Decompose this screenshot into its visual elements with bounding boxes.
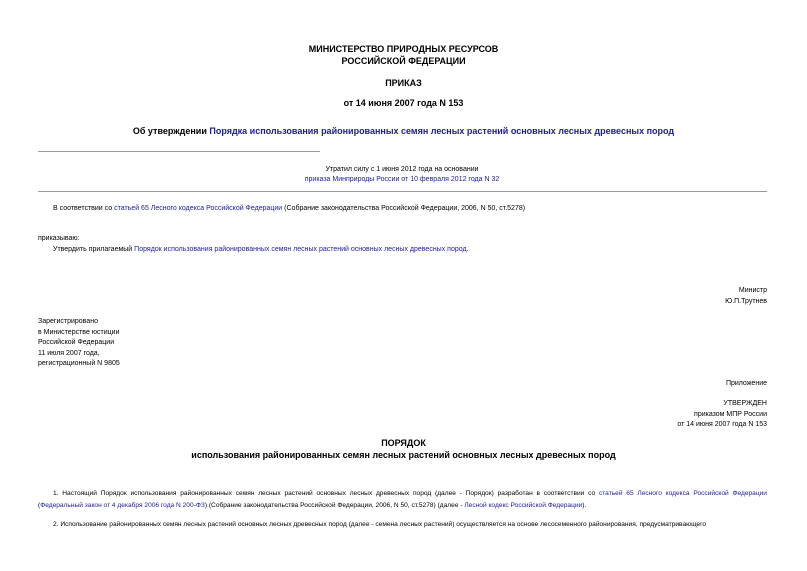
paragraph-1-text: 1. Настоящий Порядок использования районированных семян лесных растений основных лесных древесных пород (далее - Порядок) разработан в соответствии со xyxy=(53,490,599,497)
validity-note-line2 xyxy=(200,174,604,185)
preamble-paragraph xyxy=(53,203,525,214)
preamble-suffix: (Собрание законодательства Российской Федерации, 2006, N 50, ст.5278) xyxy=(282,205,526,212)
approved-label: УТВЕРЖДЕН xyxy=(723,400,767,407)
paragraph-1-text: ( xyxy=(38,502,41,509)
order-label: приказываю: xyxy=(38,235,80,242)
registration-line5: регистрационный N 9805 xyxy=(38,360,120,367)
federal-law-link[interactable]: Федеральный закон от 4 декабря 2006 года N 200-ФЗ xyxy=(40,502,205,509)
forest-code-article-link[interactable]: статьей 65 Лесного кодекса Российской Федерации xyxy=(114,205,283,212)
ministry-name-line2: РОССИЙСКОЙ ФЕДЕРАЦИИ xyxy=(341,56,466,66)
preamble-prefix: В соответствии со xyxy=(53,205,115,212)
validity-note-line1: Утратил силу с 1 июня 2012 года на основании xyxy=(325,166,479,173)
document-title xyxy=(0,126,807,137)
forest-code-link[interactable]: Лесной кодекс Российской Федерации xyxy=(464,502,583,509)
registration-line3: Российской Федерации xyxy=(38,339,115,346)
document-title-prefix: Об утверждении xyxy=(132,126,210,136)
procedure-title: ПОРЯДОК xyxy=(381,438,426,448)
paragraph-1 xyxy=(38,488,767,512)
ministry-name-line1: МИНИСТЕРСТВО ПРИРОДНЫХ РЕСУРСОВ xyxy=(308,44,499,54)
paragraph-2: 2. Использование районированных семян лесных растений основных лесных древесных пород (далее - семена лесных растений) осуществляется на основе лесосеменного районирования, предусматривающего xyxy=(53,521,707,528)
registration-line1: Зарегистрировано xyxy=(38,318,98,325)
order-prefix: Утвердить прилагаемый xyxy=(53,246,135,253)
approved-by-order: приказом МПР России xyxy=(694,411,767,418)
paragraph-1-text: ). xyxy=(582,502,587,509)
divider xyxy=(38,191,767,192)
signature-role: Министр xyxy=(738,287,767,294)
procedure-subtitle: использования районированных семян лесных растений основных лесных древесных пород xyxy=(191,450,616,460)
document-date: от 14 июня 2007 года N 153 xyxy=(343,98,464,108)
registration-line2: в Министерстве юстиции xyxy=(38,329,120,336)
signature-name: Ю.П.Трутнев xyxy=(725,298,767,305)
paragraph-1-text: ) (Собрание законодательства Российской Федерации, 2006, N 50, ст.5278) (далее - xyxy=(204,502,465,509)
registration-line4: 11 июля 2007 года, xyxy=(38,350,100,357)
divider xyxy=(38,151,320,152)
order-paragraph xyxy=(53,244,469,255)
order-suffix: . xyxy=(466,246,469,253)
forest-code-article-link[interactable]: статьей 65 Лесного кодекса Российской Федерации xyxy=(598,490,767,497)
procedure-link[interactable]: Порядок использования районированных семян лесных растений основных лесных древесных пород xyxy=(134,246,467,253)
repeal-order-link[interactable]: приказа Минприроды России от 10 февраля 2012 года N 32 xyxy=(304,176,500,183)
document-title-link[interactable]: Порядка использования районированных семян лесных растений основных лесных древесных пород xyxy=(209,126,675,136)
approved-date: от 14 июня 2007 года N 153 xyxy=(677,421,767,428)
document-type: ПРИКАЗ xyxy=(385,78,422,88)
appendix-label: Приложение xyxy=(725,380,767,387)
